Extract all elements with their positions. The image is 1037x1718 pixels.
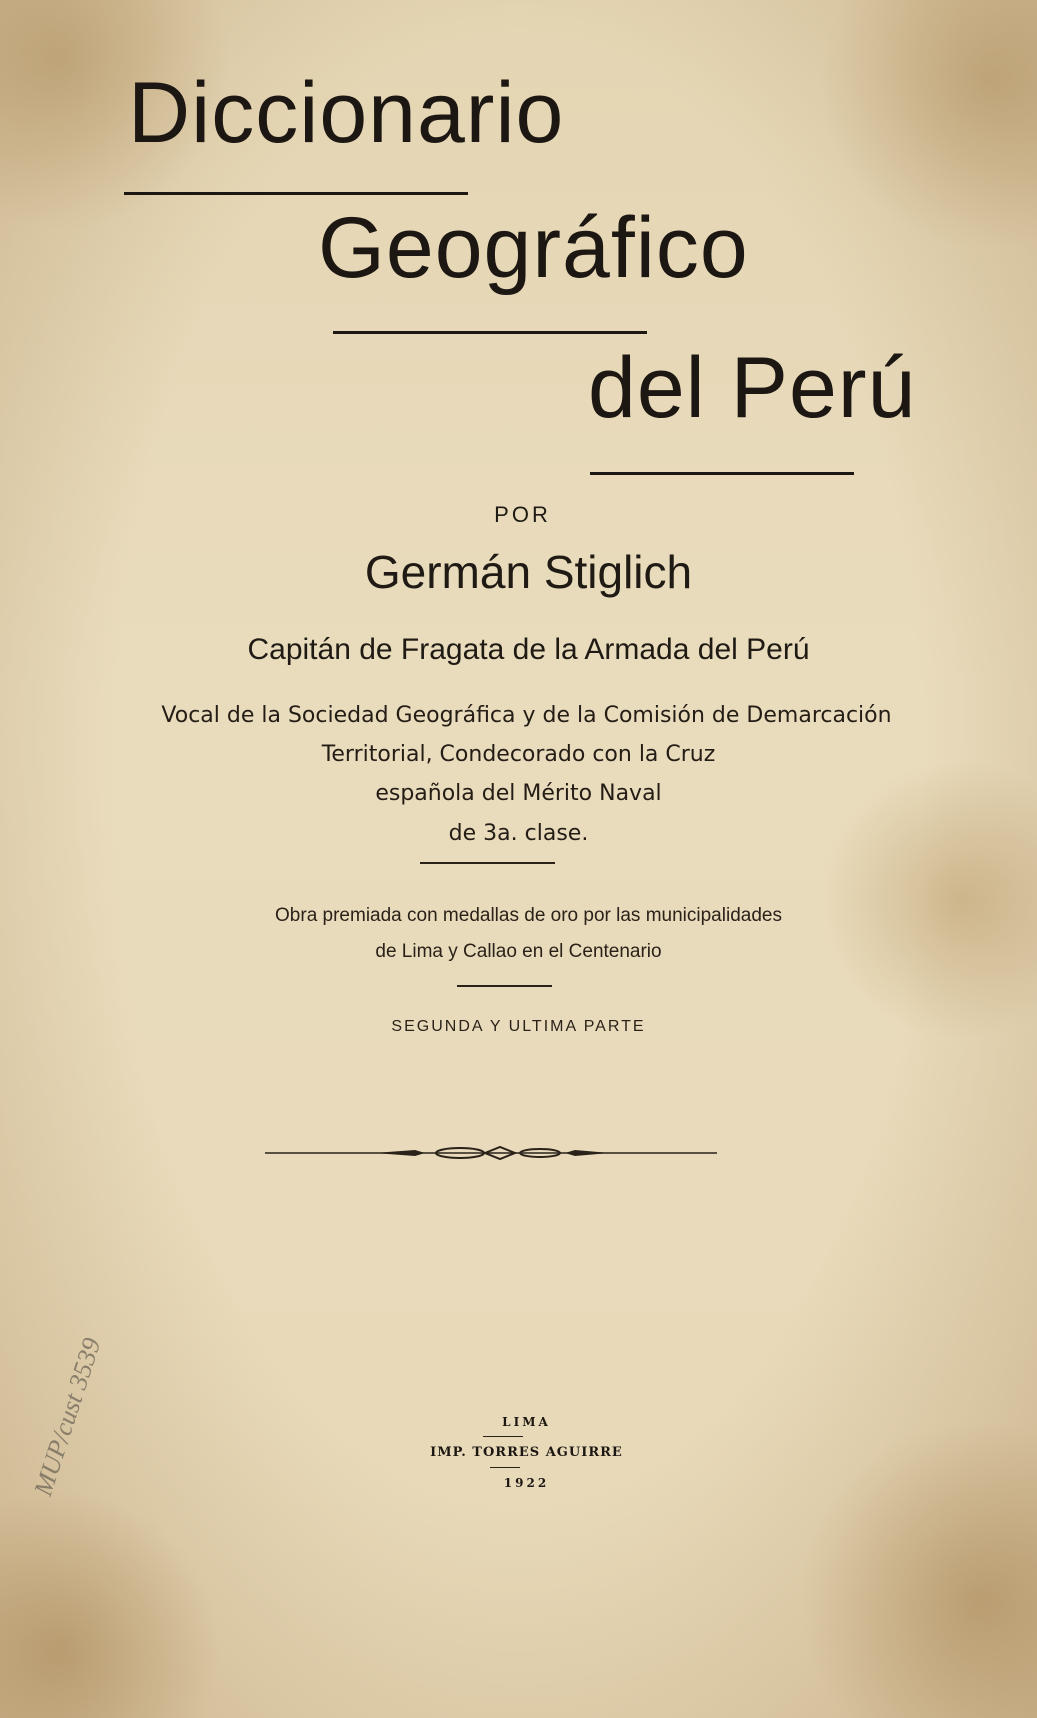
author-description-line: española del Mérito Naval bbox=[375, 781, 662, 806]
title-rule-3 bbox=[590, 472, 854, 475]
title-word-diccionario: Diccionario bbox=[128, 65, 565, 161]
title-rule-1 bbox=[124, 192, 468, 195]
imprint-year: 1922 bbox=[503, 1476, 550, 1490]
title-word-del-peru: del Perú bbox=[588, 340, 917, 436]
imprint-printer: IMP. TORRES AGUIRRE bbox=[430, 1445, 623, 1460]
title-word-geografico: Geográfico bbox=[318, 200, 749, 296]
title-rule-2 bbox=[333, 331, 647, 334]
award-line: de Lima y Callao en el Centenario bbox=[375, 941, 662, 962]
author-description-line: de 3a. clase. bbox=[448, 821, 589, 846]
author-description-line: Territorial, Condecorado con la Cruz bbox=[321, 742, 716, 767]
award-line: Obra premiada con medallas de oro por las municipalidades bbox=[275, 905, 782, 926]
section-divider bbox=[457, 985, 552, 987]
author-rank: Capitán de Fragata de la Armada del Perú bbox=[247, 633, 810, 666]
author-description-line: Vocal de la Sociedad Geográfica y de la Comisión de Demarcación bbox=[161, 703, 892, 728]
imprint-divider bbox=[490, 1467, 520, 1468]
ornamental-rule-icon bbox=[265, 1144, 717, 1162]
section-divider bbox=[420, 862, 555, 864]
author-name: Germán Stiglich bbox=[364, 546, 693, 598]
imprint-divider bbox=[483, 1436, 523, 1437]
imprint-city: LIMA bbox=[502, 1415, 551, 1429]
part-label: SEGUNDA Y ULTIMA PARTE bbox=[391, 1018, 646, 1035]
byline: POR bbox=[494, 502, 551, 527]
handwritten-catalog-note: MUP/cust 3539 bbox=[28, 1334, 107, 1500]
